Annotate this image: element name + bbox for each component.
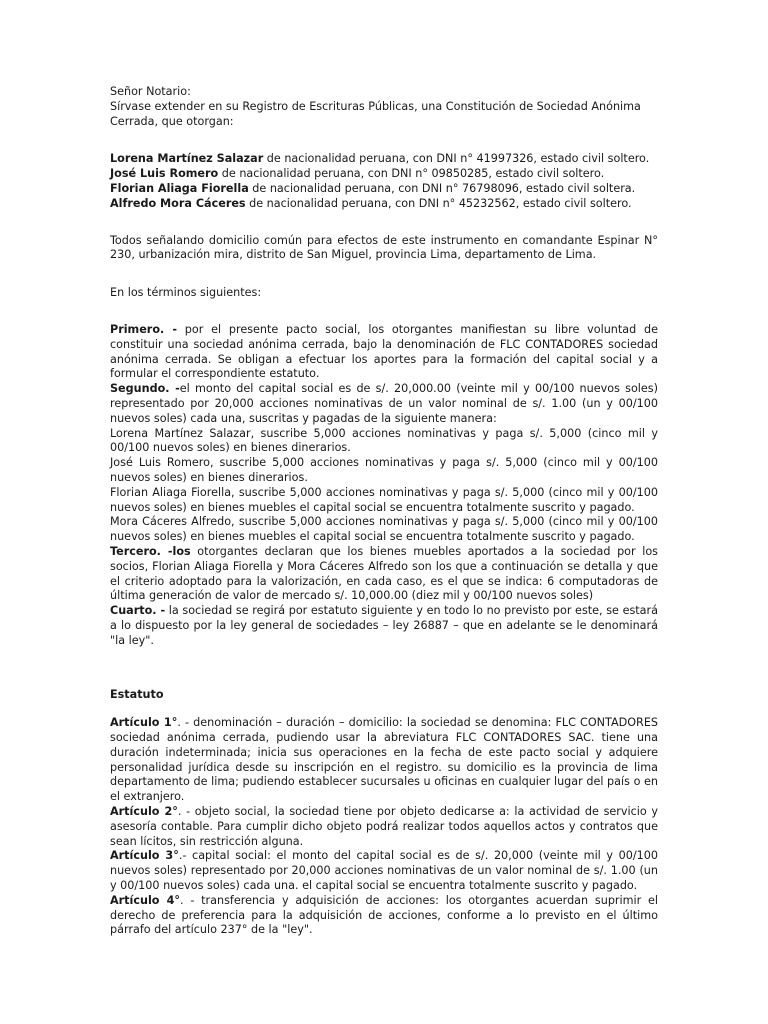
partner-details: de nacionalidad peruana, con DNI n° 09850285, estado civil soltero.	[218, 167, 605, 181]
partner-line	[110, 167, 658, 182]
article-1	[110, 716, 658, 805]
domicile-paragraph: Todos señalando domicilio común para efectos de este instrumento en comandante Espinar N° 230, urbanización mira, distrito de San Miguel, provincia Lima, departamento de Lima.	[110, 233, 658, 262]
article-label: Artículo 4°	[110, 893, 180, 907]
subscription-line: Florian Aliaga Fiorella, suscribe 5,000 acciones nominativas y paga s/. 5,000 (cinco mil y 00/100 nuevos soles) en bienes muebles el capital social se encuentra totalmente suscrito y pagado.	[110, 485, 658, 514]
article-4	[110, 894, 658, 938]
request-paragraph: Sírvase extender en su Registro de Escrituras Públicas, una Constitución de Sociedad Anónima Cerrada, que otorgan:	[110, 99, 641, 128]
subscription-line: José Luis Romero, suscribe 5,000 acciones nominativas y paga s/. 5,000 (cinco mil y 00/100 nuevos soles) en bienes dinerarios.	[110, 456, 658, 484]
article-text: . - transferencia y adquisición de acciones: los otorgantes acuerdan suprimir el derecho de preferencia para la adquisición de acciones, conforme a lo previsto en el último párrafo del artículo 237° de la "ley".	[110, 893, 659, 937]
partner-name: Lorena Martínez Salazar	[110, 152, 264, 166]
article-label: Artículo 2°	[110, 805, 178, 819]
article-3	[110, 849, 658, 893]
article-2	[110, 805, 658, 849]
partner-details: de nacionalidad peruana, con DNI n° 41997326, estado civil soltero.	[263, 152, 650, 166]
partner-line	[110, 152, 658, 167]
clause-tercero	[110, 545, 658, 604]
partner-details: de nacionalidad peruana, con DNI n° 45232562, estado civil soltero.	[245, 196, 632, 210]
partner-line	[110, 182, 658, 197]
partner-name: Alfredo Mora Cáceres	[110, 196, 246, 210]
clause-text: la sociedad se regirá por estatuto siguiente y en todo lo no previsto por este, se estará a lo dispuesto por la ley general de sociedades – ley 26887 – que en adelante se le denominará "la ley".	[110, 604, 658, 647]
partner-details: de nacionalidad peruana, con DNI n° 76798096, estado civil soltera.	[248, 181, 636, 195]
article-label: Artículo 1°	[110, 716, 178, 730]
partner-name: Florian Aliaga Fiorella	[110, 181, 249, 195]
clause-label: Tercero. -los	[110, 544, 191, 558]
subscription-line: Lorena Martínez Salazar, suscribe 5,000 acciones nominativas y paga s/. 5,000 (cinco mil y 00/100 nuevos soles) en bienes dinerarios.	[110, 426, 658, 455]
salutation: Señor Notario:	[110, 85, 191, 98]
statute-articles	[110, 716, 658, 938]
article-text: .- capital social: el monto del capital social es de s/. 20,000 (veinte mil y 00/100 nuevos soles) representado por 20,000 acciones nominativas de un valor nominal de s/. 1.00 (un y 00/100 nuevos soles) cada una. el capital social se encuentra totalmente suscrito y pagado.	[110, 849, 658, 893]
clause-text: otorgantes declaran que los bienes muebles aportados a la sociedad por los socios, Florian Aliaga Fiorella y Mora Cáceres Alfredo son los que a continuación se detalla y que el criterio adoptado para la valorización, en cada caso, es el que se indica: 6 computadoras de última generación de valor de mercado s/. 10,000.00 (diez mil y 00/100 nuevos soles)	[110, 544, 658, 603]
terms-intro: En los términos siguientes:	[110, 286, 262, 300]
partner-line	[110, 197, 658, 212]
article-label: Artículo 3°	[110, 849, 179, 863]
article-text: . - objeto social, la sociedad tiene por objeto dedicarse a: la actividad de servicio y asesoría contable. Para cumplir dicho objeto podrá realizar todos aquellos actos y contratos que sean lícitos, sin restricción alguna.	[110, 805, 658, 848]
partners-list	[110, 152, 658, 211]
clause-label: Segundo. -	[110, 382, 180, 396]
partner-name: José Luis Romero	[110, 167, 219, 181]
subscription-line: Mora Cáceres Alfredo, suscribe 5,000 acciones nominativas y paga s/. 5,000 (cinco mil y 00/100 nuevos soles) en bienes muebles el capital social se encuentra totalmente suscrito y pagado.	[110, 515, 658, 544]
clause-text: por el presente pacto social, los otorgantes manifiestan su libre voluntad de constituir una sociedad anónima cerrada, bajo la denominación de FLC CONTADORES sociedad anónima cerrada. Se obligan a efectuar los aportes para la formación del capital social y a formular el correspondiente estatuto.	[110, 322, 659, 381]
clause-segundo	[110, 382, 658, 426]
statute-title: Estatuto	[110, 687, 164, 701]
clause-cuarto	[110, 604, 658, 648]
article-text: . - denominación – duración – domicilio: la sociedad se denomina: FLC CONTADORES sociedad anónima cerrada, pudiendo usar la abreviatura FLC CONTADORES SAC. tiene una duración indeterminada; inicia sus operaciones en la fecha de este pacto social y adquiere personalidad jurídica desde su inscripción en el registro. su domicilio es la provincia de lima departamento de lima; pudiendo establecer sucursales u oficinas en cualquier lugar del país o en el extranjero.	[110, 716, 659, 804]
clauses-section	[110, 323, 658, 649]
clause-label: Primero. -	[110, 322, 178, 336]
clause-text: el monto del capital social es de s/. 20,000.00 (veinte mil y 00/100 nuevos soles) representado por 20,000 acciones nominativas de un valor nominal de s/. 1.00 (un y 00/100 nuevos soles) cada una, suscritas y pagadas de la siguiente manera:	[110, 382, 658, 425]
clause-label: Cuarto. -	[110, 604, 166, 618]
clause-primero	[110, 323, 658, 382]
